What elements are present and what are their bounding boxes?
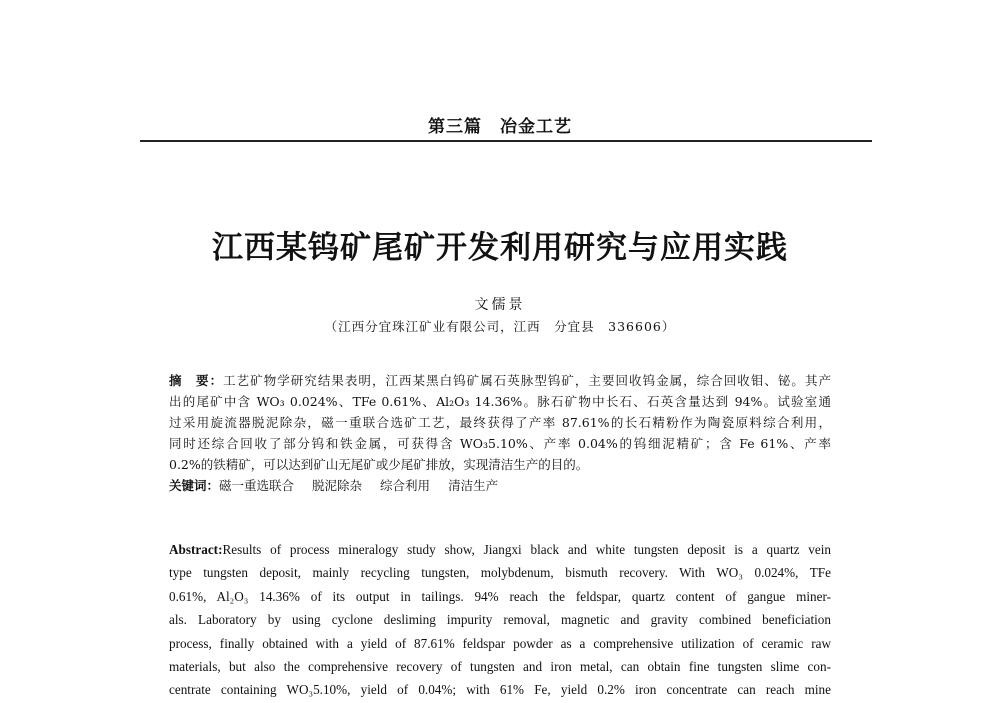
abstract-en-text: Results of process mineralogy study show, Jiangxi black and white tungsten deposit is a quartz vein	[222, 542, 831, 557]
section-header: 第三篇 冶金工艺	[428, 117, 572, 137]
keyword: 磁一重选联合	[219, 478, 295, 493]
abstract-en-line	[169, 538, 831, 561]
keyword: 脱泥除杂	[312, 478, 363, 493]
header-rule	[140, 140, 872, 142]
abstract-en-line: type tungsten deposit, mainly recycling tungsten, molybdenum, bismuth recovery. With WO₃ 0.024%, TFe	[169, 565, 831, 581]
keywords-label: 关键词：	[169, 478, 220, 493]
abstract-en-line: als. Laboratory by using cyclone desliming impurity removal, magnetic and gravity combined beneficiation	[169, 612, 831, 628]
abstract-cn	[169, 370, 831, 496]
abstract-cn-line: 出的尾矿中含 WO₃ 0.024%、TFe 0.61%、Al₂O₃ 14.36%。脉石矿物中长石、石英含量达到 94%。试验室通	[169, 394, 831, 409]
abstract-en-line: centrate containing WO₃5.10%, yield of 0.04%; with 61% Fe, yield 0.2% iron concentrate can reach mine	[169, 682, 831, 698]
abstract-cn-label: 摘 要：	[169, 373, 224, 388]
paper-title: 江西某钨矿尾矿开发利用研究与应用实践	[212, 230, 788, 266]
keyword: 清洁生产	[448, 478, 499, 493]
abstract-en-line: 0.61%, Al₂O₃ 14.36% of its output in tailings. 94% reach the feldspar, quartz content of gangue miner-	[169, 588, 831, 604]
abstract-cn-line: 0.2%的铁精矿，可以达到矿山无尾矿或少尾矿排放，实现清洁生产的目的。	[169, 457, 589, 472]
abstract-en-label: Abstract:	[169, 542, 223, 557]
abstract-cn-line: 同时还综合回收了部分钨和铁金属，可获得含 WO₃5.10%、产率 0.04%的钨细泥精矿；含 Fe 61%、产率	[169, 436, 831, 451]
abstract-en	[169, 538, 831, 702]
abstract-cn-line: 过采用旋流器脱泥除杂，磁一重联合选矿工艺，最终获得了产率 87.61%的长石精粉作为陶瓷原料综合利用，	[169, 415, 831, 430]
abstract-cn-text: 工艺矿物学研究结果表明，江西某黑白钨矿属石英脉型钨矿，主要回收钨金属，综合回收钼、铋。其产	[223, 373, 831, 388]
abstract-en-line: materials, but also the comprehensive recovery of tungsten and iron metal, can obtain fine tungsten slime con-	[169, 658, 831, 674]
affiliation: （江西分宜珠江矿业有限公司，江西 分宜县 336606）	[324, 319, 676, 334]
abstract-cn-line	[169, 370, 831, 391]
author: 文儒景	[474, 297, 526, 313]
abstract-en-line: process, finally obtained with a yield of 87.61% feldspar powder as a comprehensive utilization of ceramic raw	[169, 635, 831, 651]
keywords	[169, 475, 831, 496]
keyword: 综合利用	[380, 478, 431, 493]
